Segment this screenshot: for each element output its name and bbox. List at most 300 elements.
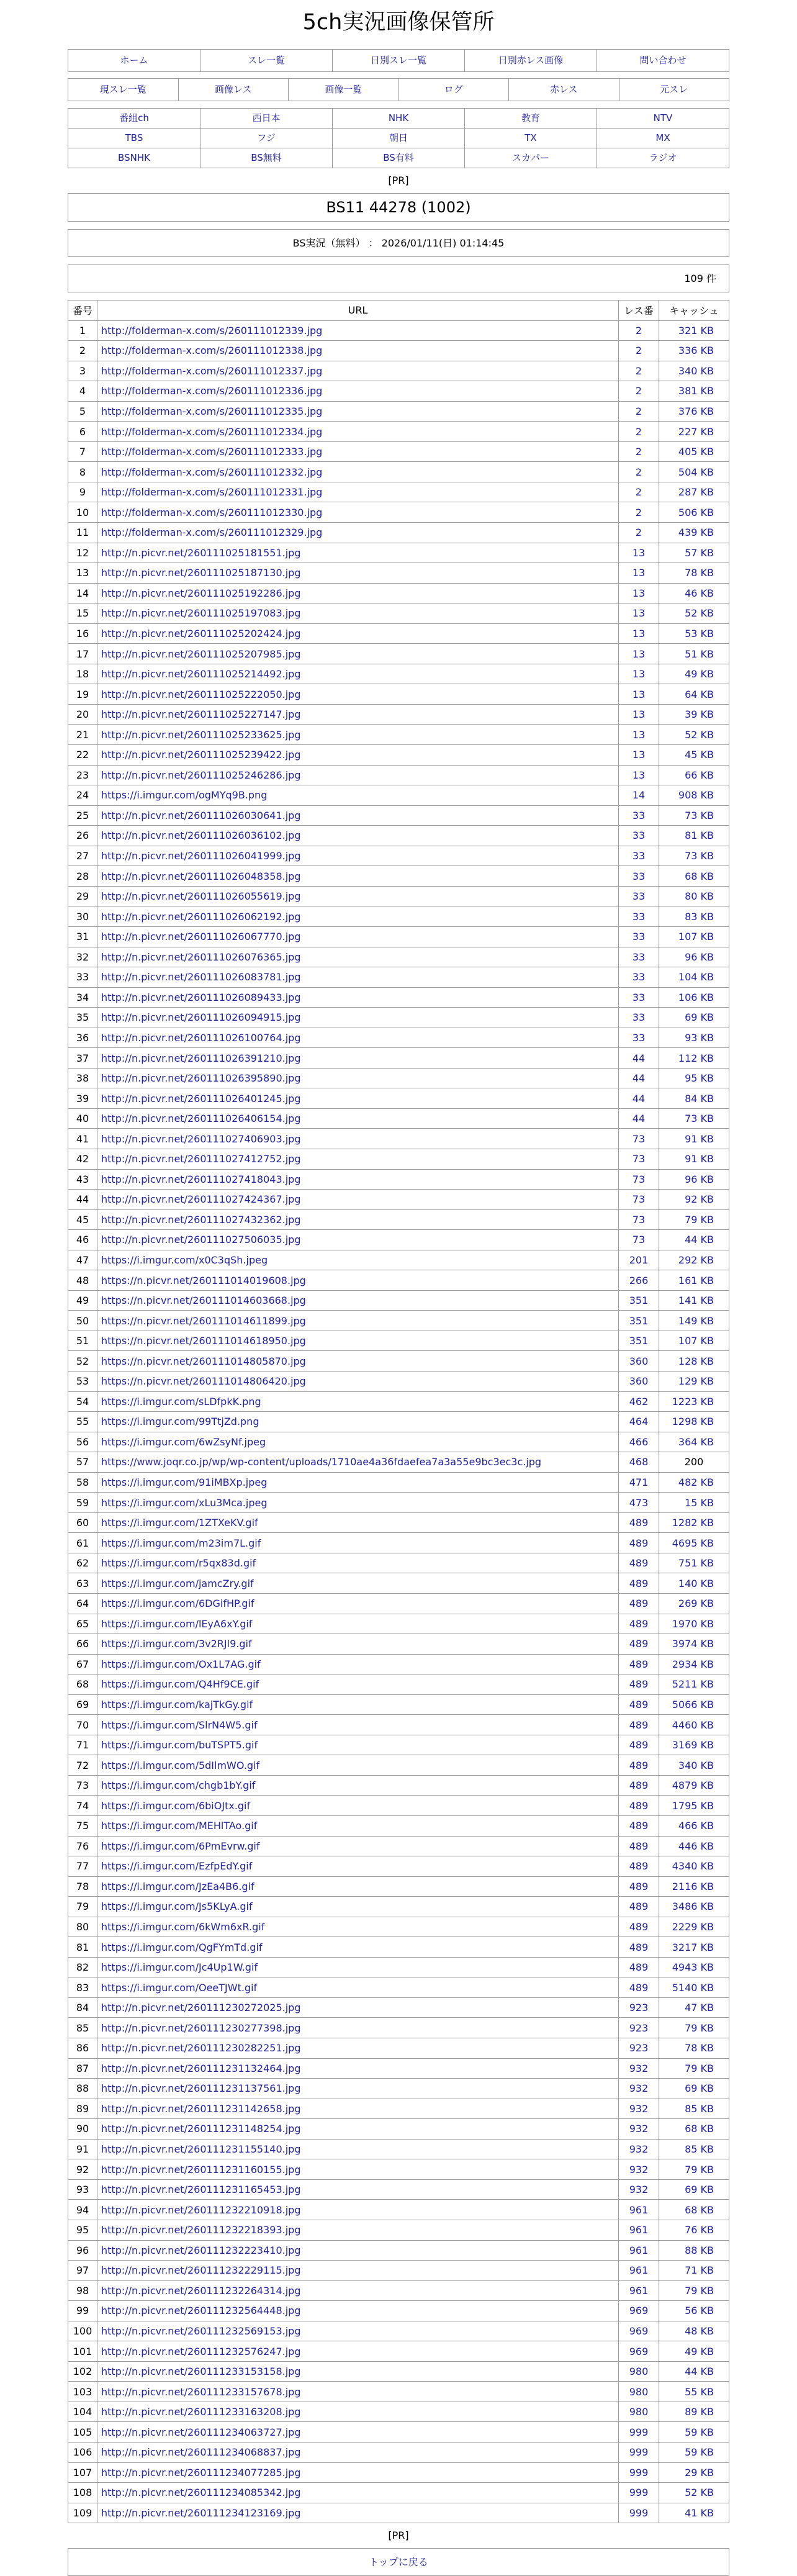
res-number-link[interactable]: 489 [619, 1715, 659, 1735]
image-url-link[interactable]: http://n.picvr.net/260111025239422.jpg [101, 749, 301, 761]
res-number-link[interactable]: 201 [619, 1250, 659, 1270]
image-url-link[interactable]: http://n.picvr.net/260111233157678.jpg [101, 2385, 301, 2398]
cache-size[interactable]: 141 KB [659, 1290, 729, 1311]
cache-size[interactable]: 908 KB [659, 785, 729, 806]
image-url-link[interactable]: https://i.imgur.com/MEHlTAo.gif [101, 1820, 258, 1832]
res-number-link[interactable]: 961 [619, 2280, 659, 2301]
res-number-link[interactable]: 360 [619, 1351, 659, 1372]
res-number-link[interactable]: 13 [619, 725, 659, 745]
cache-size[interactable]: 336 KB [659, 341, 729, 361]
image-url-link[interactable]: https://i.imgur.com/6DGifHP.gif [101, 1598, 254, 1610]
res-number-link[interactable]: 489 [619, 1634, 659, 1655]
cache-size[interactable]: 79 KB [659, 2058, 729, 2079]
res-number-link[interactable]: 980 [619, 2361, 659, 2382]
image-url-link[interactable]: https://n.picvr.net/260111014611899.jpg [101, 1314, 306, 1327]
res-number-link[interactable]: 932 [619, 2179, 659, 2200]
image-url-link[interactable]: http://n.picvr.net/260111026036102.jpg [101, 829, 301, 842]
image-url-link[interactable]: https://n.picvr.net/260111014805870.jpg [101, 1355, 306, 1367]
res-number-link[interactable]: 489 [619, 1755, 659, 1776]
res-number-link[interactable]: 923 [619, 2038, 659, 2059]
image-url-link[interactable]: https://i.imgur.com/OeeTJWt.gif [101, 1981, 258, 1994]
res-number-link[interactable]: 73 [619, 1190, 659, 1210]
cache-size[interactable]: 321 KB [659, 320, 729, 341]
res-number-link[interactable]: 969 [619, 2321, 659, 2341]
image-url-link[interactable]: http://n.picvr.net/260111231132464.jpg [101, 2062, 301, 2074]
image-url-link[interactable]: http://n.picvr.net/260111026391210.jpg [101, 1052, 301, 1064]
cache-size[interactable]: 5140 KB [659, 1977, 729, 1998]
res-number-link[interactable]: 969 [619, 2301, 659, 2321]
channel-link[interactable]: 教育 [465, 109, 597, 129]
image-url-link[interactable]: http://n.picvr.net/260111025192286.jpg [101, 587, 301, 599]
cache-size[interactable]: 128 KB [659, 1351, 729, 1372]
nav-contact[interactable]: 問い合わせ [597, 50, 729, 72]
image-url-link[interactable]: https://i.imgur.com/1ZTXeKV.gif [101, 1517, 258, 1529]
res-number-link[interactable]: 44 [619, 1108, 659, 1129]
res-number-link[interactable]: 2 [619, 462, 659, 482]
cache-size[interactable]: 79 KB [659, 2018, 729, 2038]
res-number-link[interactable]: 266 [619, 1270, 659, 1291]
cache-size[interactable]: 106 KB [659, 987, 729, 1008]
image-url-link[interactable]: http://n.picvr.net/260111025181551.jpg [101, 546, 301, 559]
cache-size[interactable]: 466 KB [659, 1816, 729, 1837]
res-number-link[interactable]: 489 [619, 1614, 659, 1634]
res-number-link[interactable]: 13 [619, 543, 659, 563]
image-url-link[interactable]: http://n.picvr.net/260111026048358.jpg [101, 870, 301, 882]
cache-size[interactable]: 1795 KB [659, 1796, 729, 1816]
cache-size[interactable]: 1298 KB [659, 1412, 729, 1432]
cache-size[interactable]: 85 KB [659, 2139, 729, 2159]
cache-size[interactable]: 69 KB [659, 1008, 729, 1028]
cache-size[interactable]: 39 KB [659, 704, 729, 725]
res-number-link[interactable]: 13 [619, 684, 659, 705]
image-url-link[interactable]: https://i.imgur.com/Jc4Up1W.gif [101, 1961, 258, 1974]
cache-size[interactable]: 81 KB [659, 826, 729, 846]
res-number-link[interactable]: 73 [619, 1209, 659, 1230]
res-number-link[interactable]: 961 [619, 2220, 659, 2240]
image-url-link[interactable]: http://n.picvr.net/260111231137561.jpg [101, 2082, 301, 2095]
cache-size[interactable]: 439 KB [659, 523, 729, 543]
image-url-link[interactable]: http://n.picvr.net/260111025187130.jpg [101, 567, 301, 579]
image-url-link[interactable]: http://n.picvr.net/260111234068837.jpg [101, 2446, 301, 2459]
cache-size[interactable]: 79 KB [659, 1209, 729, 1230]
cache-size[interactable]: 76 KB [659, 2220, 729, 2240]
image-url-link[interactable]: http://n.picvr.net/260111026094915.jpg [101, 1011, 301, 1024]
cache-size[interactable]: 3217 KB [659, 1937, 729, 1958]
cache-size[interactable]: 55 KB [659, 2382, 729, 2402]
cache-size[interactable]: 381 KB [659, 381, 729, 402]
image-url-link[interactable]: http://n.picvr.net/260111025197083.jpg [101, 607, 301, 620]
image-url-link[interactable]: https://i.imgur.com/6biOJtx.gif [101, 1799, 251, 1812]
image-url-link[interactable]: http://n.picvr.net/260111233163208.jpg [101, 2406, 301, 2418]
image-url-link[interactable]: https://i.imgur.com/6PmEvrw.gif [101, 1840, 260, 1852]
res-number-link[interactable]: 351 [619, 1331, 659, 1351]
cache-size[interactable]: 107 KB [659, 926, 729, 947]
res-number-link[interactable]: 932 [619, 2119, 659, 2140]
res-number-link[interactable]: 2 [619, 341, 659, 361]
image-url-link[interactable]: http://n.picvr.net/260111232564448.jpg [101, 2305, 301, 2317]
cache-size[interactable]: 45 KB [659, 745, 729, 766]
res-number-link[interactable]: 489 [619, 1796, 659, 1816]
res-number-link[interactable]: 33 [619, 906, 659, 927]
channel-link[interactable]: スカパー [465, 148, 597, 168]
image-url-link[interactable]: http://n.picvr.net/260111025233625.jpg [101, 728, 301, 741]
res-number-link[interactable]: 489 [619, 1654, 659, 1674]
nav-daily-red-images[interactable]: 日別赤レス画像 [465, 50, 597, 72]
res-number-link[interactable]: 33 [619, 805, 659, 826]
cache-size[interactable]: 52 KB [659, 2483, 729, 2503]
cache-size[interactable]: 140 KB [659, 1573, 729, 1594]
cache-size[interactable]: 80 KB [659, 886, 729, 906]
image-url-link[interactable]: https://i.imgur.com/xLu3Mca.jpeg [101, 1496, 268, 1509]
image-url-link[interactable]: http://n.picvr.net/260111234085342.jpg [101, 2487, 301, 2499]
cache-size[interactable]: 66 KB [659, 765, 729, 785]
image-url-link[interactable]: https://i.imgur.com/5dIlmWO.gif [101, 1759, 260, 1771]
cache-size[interactable]: 4879 KB [659, 1775, 729, 1796]
nav-red-res[interactable]: 赤レス [509, 79, 619, 101]
res-number-link[interactable]: 932 [619, 2079, 659, 2099]
res-number-link[interactable]: 489 [619, 1977, 659, 1998]
channel-link[interactable]: BS無料 [200, 148, 333, 168]
image-url-link[interactable]: http://n.picvr.net/260111026055619.jpg [101, 890, 301, 903]
cache-size[interactable]: 161 KB [659, 1270, 729, 1291]
cache-size[interactable]: 83 KB [659, 906, 729, 927]
cache-size[interactable]: 48 KB [659, 2321, 729, 2341]
res-number-link[interactable]: 13 [619, 623, 659, 644]
res-number-link[interactable]: 33 [619, 886, 659, 906]
res-number-link[interactable]: 489 [619, 1836, 659, 1856]
res-number-link[interactable]: 33 [619, 866, 659, 887]
image-url-link[interactable]: https://i.imgur.com/91iMBXp.jpeg [101, 1476, 268, 1488]
image-url-link[interactable]: http://n.picvr.net/260111025202424.jpg [101, 628, 301, 640]
cache-size[interactable]: 2934 KB [659, 1654, 729, 1674]
image-url-link[interactable]: http://n.picvr.net/260111026406154.jpg [101, 1113, 301, 1125]
image-url-link[interactable]: https://i.imgur.com/Js5KLyA.gif [101, 1900, 253, 1913]
image-url-link[interactable]: http://folderman-x.com/s/260111012338.jpg [101, 345, 323, 357]
nav-thread-list[interactable]: スレ一覧 [200, 50, 333, 72]
cache-size[interactable]: 91 KB [659, 1149, 729, 1169]
cache-size[interactable]: 1282 KB [659, 1512, 729, 1533]
res-number-link[interactable]: 489 [619, 1594, 659, 1614]
channel-link[interactable]: BS有料 [333, 148, 465, 168]
cache-size[interactable]: 2116 KB [659, 1876, 729, 1897]
cache-size[interactable]: 292 KB [659, 1250, 729, 1270]
res-number-link[interactable]: 489 [619, 1553, 659, 1573]
cache-size[interactable]: 4695 KB [659, 1533, 729, 1553]
image-url-link[interactable]: https://i.imgur.com/sLDfpkK.png [101, 1395, 261, 1408]
cache-size[interactable]: 59 KB [659, 2442, 729, 2462]
cache-size[interactable]: 3486 KB [659, 1897, 729, 1917]
res-number-link[interactable]: 466 [619, 1432, 659, 1452]
channel-link[interactable]: MX [597, 129, 729, 148]
cache-size[interactable]: 3974 KB [659, 1634, 729, 1655]
image-url-link[interactable]: http://n.picvr.net/260111234063727.jpg [101, 2426, 301, 2438]
image-url-link[interactable]: http://n.picvr.net/260111232210918.jpg [101, 2203, 301, 2216]
cache-size[interactable]: 79 KB [659, 2280, 729, 2301]
cache-size[interactable]: 364 KB [659, 1432, 729, 1452]
res-number-link[interactable]: 489 [619, 1856, 659, 1877]
image-url-link[interactable]: https://i.imgur.com/Q4Hf9CE.gif [101, 1678, 259, 1691]
res-number-link[interactable]: 2 [619, 401, 659, 422]
nav-log[interactable]: ログ [399, 79, 510, 101]
res-number-link[interactable]: 14 [619, 785, 659, 806]
channel-link[interactable]: BSNHK [68, 148, 200, 168]
cache-size[interactable]: 49 KB [659, 2341, 729, 2362]
res-number-link[interactable]: 980 [619, 2402, 659, 2422]
image-url-link[interactable]: http://n.picvr.net/260111026395890.jpg [101, 1072, 301, 1085]
image-url-link[interactable]: http://n.picvr.net/260111231155140.jpg [101, 2143, 301, 2156]
image-url-link[interactable]: https://i.imgur.com/lEyA6xY.gif [101, 1617, 253, 1630]
res-number-link[interactable]: 13 [619, 563, 659, 584]
res-number-link[interactable]: 471 [619, 1472, 659, 1493]
cache-size[interactable]: 340 KB [659, 361, 729, 381]
cache-size[interactable]: 1223 KB [659, 1391, 729, 1412]
cache-size[interactable]: 446 KB [659, 1836, 729, 1856]
image-url-link[interactable]: http://folderman-x.com/s/260111012336.jpg [101, 385, 323, 397]
image-url-link[interactable]: http://n.picvr.net/260111027418043.jpg [101, 1173, 301, 1185]
image-url-link[interactable]: http://n.picvr.net/260111027424367.jpg [101, 1193, 301, 1206]
res-number-link[interactable]: 13 [619, 664, 659, 684]
image-url-link[interactable]: http://n.picvr.net/260111232229115.jpg [101, 2264, 301, 2277]
res-number-link[interactable]: 44 [619, 1068, 659, 1088]
cache-size[interactable]: 88 KB [659, 2240, 729, 2261]
channel-link[interactable]: TX [465, 129, 597, 148]
channel-link[interactable]: NTV [597, 109, 729, 129]
cache-size[interactable]: 269 KB [659, 1594, 729, 1614]
image-url-link[interactable]: https://n.picvr.net/260111014019608.jpg [101, 1274, 306, 1286]
image-url-link[interactable]: http://folderman-x.com/s/260111012331.jpg [101, 486, 323, 499]
res-number-link[interactable]: 2 [619, 361, 659, 381]
image-url-link[interactable]: http://n.picvr.net/260111230282251.jpg [101, 2042, 301, 2054]
back-to-top-link[interactable]: トップに戻る [68, 2548, 729, 2576]
cache-size[interactable]: 59 KB [659, 2422, 729, 2443]
res-number-link[interactable]: 489 [619, 1816, 659, 1837]
res-number-link[interactable]: 489 [619, 1735, 659, 1755]
cache-size[interactable]: 112 KB [659, 1048, 729, 1069]
image-url-link[interactable]: https://n.picvr.net/260111014806420.jpg [101, 1375, 306, 1388]
res-number-link[interactable]: 2 [619, 422, 659, 442]
res-number-link[interactable]: 489 [619, 1957, 659, 1977]
cache-size[interactable]: 46 KB [659, 583, 729, 603]
cache-size[interactable]: 64 KB [659, 684, 729, 705]
cache-size[interactable]: 287 KB [659, 482, 729, 502]
image-url-link[interactable]: http://n.picvr.net/260111025222050.jpg [101, 688, 301, 700]
image-url-link[interactable]: https://i.imgur.com/SlrN4W5.gif [101, 1719, 258, 1731]
image-url-link[interactable]: https://n.picvr.net/260111014618950.jpg [101, 1335, 306, 1347]
image-url-link[interactable]: http://n.picvr.net/260111026100764.jpg [101, 1031, 301, 1044]
cache-size[interactable]: 68 KB [659, 2119, 729, 2140]
cache-size[interactable]: 2229 KB [659, 1917, 729, 1937]
image-url-link[interactable]: http://n.picvr.net/260111231148254.jpg [101, 2123, 301, 2135]
cache-size[interactable]: 73 KB [659, 846, 729, 866]
cache-size[interactable]: 56 KB [659, 2301, 729, 2321]
res-number-link[interactable]: 73 [619, 1230, 659, 1250]
res-number-link[interactable]: 999 [619, 2503, 659, 2523]
nav-image-list[interactable]: 画像一覧 [289, 79, 399, 101]
image-url-link[interactable]: http://n.picvr.net/260111233153158.jpg [101, 2366, 301, 2378]
cache-size[interactable]: 89 KB [659, 2402, 729, 2422]
cache-size[interactable]: 49 KB [659, 664, 729, 684]
image-url-link[interactable]: http://n.picvr.net/260111026089433.jpg [101, 991, 301, 1003]
res-number-link[interactable]: 33 [619, 1008, 659, 1028]
res-number-link[interactable]: 489 [619, 1897, 659, 1917]
res-number-link[interactable]: 13 [619, 704, 659, 725]
res-number-link[interactable]: 462 [619, 1391, 659, 1412]
cache-size[interactable]: 340 KB [659, 1755, 729, 1776]
channel-link[interactable]: フジ [200, 129, 333, 148]
cache-size[interactable]: 68 KB [659, 866, 729, 887]
cache-size[interactable]: 73 KB [659, 805, 729, 826]
cache-size[interactable]: 95 KB [659, 1068, 729, 1088]
res-number-link[interactable]: 2 [619, 482, 659, 502]
image-url-link[interactable]: https://i.imgur.com/kajTkGy.gif [101, 1699, 253, 1711]
image-url-link[interactable]: http://n.picvr.net/260111026041999.jpg [101, 850, 301, 862]
res-number-link[interactable]: 33 [619, 826, 659, 846]
image-url-link[interactable]: http://folderman-x.com/s/260111012337.jpg [101, 364, 323, 377]
res-number-link[interactable]: 33 [619, 846, 659, 866]
image-url-link[interactable]: http://n.picvr.net/260111234077285.jpg [101, 2466, 301, 2479]
cache-size[interactable]: 69 KB [659, 2079, 729, 2099]
image-url-link[interactable]: https://i.imgur.com/x0C3qSh.jpeg [101, 1254, 268, 1266]
image-url-link[interactable]: http://n.picvr.net/260111231165453.jpg [101, 2184, 301, 2196]
image-url-link[interactable]: http://folderman-x.com/s/260111012335.jpg [101, 405, 323, 417]
channel-link[interactable]: 番組ch [68, 109, 200, 129]
nav-current-threads[interactable]: 現スレ一覧 [68, 79, 179, 101]
image-url-link[interactable]: http://n.picvr.net/260111027432362.jpg [101, 1213, 301, 1226]
image-url-link[interactable]: http://folderman-x.com/s/260111012334.jpg [101, 425, 323, 438]
image-url-link[interactable]: http://folderman-x.com/s/260111012329.jpg [101, 526, 323, 539]
image-url-link[interactable]: https://i.imgur.com/buTSPT5.gif [101, 1739, 258, 1751]
image-url-link[interactable]: https://i.imgur.com/m23im7L.gif [101, 1537, 261, 1549]
res-number-link[interactable]: 33 [619, 947, 659, 967]
cache-size[interactable]: 506 KB [659, 502, 729, 523]
res-number-link[interactable]: 489 [619, 1674, 659, 1695]
image-url-link[interactable]: http://n.picvr.net/260111026067770.jpg [101, 931, 301, 943]
image-url-link[interactable]: http://n.picvr.net/260111025214492.jpg [101, 668, 301, 680]
image-url-link[interactable]: https://i.imgur.com/3v2RJl9.gif [101, 1638, 252, 1650]
res-number-link[interactable]: 932 [619, 2099, 659, 2119]
image-url-link[interactable]: http://folderman-x.com/s/260111012339.jpg [101, 324, 323, 337]
res-number-link[interactable]: 464 [619, 1412, 659, 1432]
image-url-link[interactable]: http://n.picvr.net/260111232264314.jpg [101, 2284, 301, 2297]
image-url-link[interactable]: https://i.imgur.com/jamcZry.gif [101, 1577, 254, 1589]
cache-size[interactable]: 44 KB [659, 2361, 729, 2382]
cache-size[interactable]: 92 KB [659, 1190, 729, 1210]
res-number-link[interactable]: 961 [619, 2261, 659, 2281]
cache-size[interactable]: 751 KB [659, 1553, 729, 1573]
image-url-link[interactable]: http://n.picvr.net/260111232223410.jpg [101, 2244, 301, 2256]
cache-size[interactable]: 78 KB [659, 2038, 729, 2059]
cache-size[interactable]: 96 KB [659, 947, 729, 967]
cache-size[interactable]: 68 KB [659, 2200, 729, 2220]
cache-size[interactable]: 104 KB [659, 967, 729, 988]
nav-home[interactable]: ホーム [68, 50, 200, 72]
cache-size[interactable]: 52 KB [659, 725, 729, 745]
res-number-link[interactable]: 13 [619, 745, 659, 766]
res-number-link[interactable]: 2 [619, 320, 659, 341]
cache-size[interactable]: 504 KB [659, 462, 729, 482]
nav-original-thread[interactable]: 元スレ [619, 79, 730, 101]
res-number-link[interactable]: 33 [619, 926, 659, 947]
cache-size[interactable]: 482 KB [659, 1472, 729, 1493]
res-number-link[interactable]: 489 [619, 1512, 659, 1533]
cache-size[interactable]: 47 KB [659, 1997, 729, 2018]
cache-size[interactable]: 4340 KB [659, 1856, 729, 1877]
image-url-link[interactable]: http://n.picvr.net/260111026076365.jpg [101, 951, 301, 963]
res-number-link[interactable]: 33 [619, 967, 659, 988]
nav-daily-threads[interactable]: 日別スレ一覧 [333, 50, 465, 72]
res-number-link[interactable]: 489 [619, 1533, 659, 1553]
cache-size[interactable]: 107 KB [659, 1331, 729, 1351]
res-number-link[interactable]: 932 [619, 2139, 659, 2159]
cache-size[interactable]: 91 KB [659, 1129, 729, 1149]
image-url-link[interactable]: http://n.picvr.net/260111230272025.jpg [101, 2002, 301, 2014]
cache-size[interactable]: 376 KB [659, 401, 729, 422]
res-number-link[interactable]: 2 [619, 523, 659, 543]
cache-size[interactable]: 129 KB [659, 1371, 729, 1391]
res-number-link[interactable]: 2 [619, 381, 659, 402]
image-url-link[interactable]: http://n.picvr.net/260111026030641.jpg [101, 809, 301, 821]
res-number-link[interactable]: 999 [619, 2422, 659, 2443]
image-url-link[interactable]: https://i.imgur.com/ogMYq9B.png [101, 789, 268, 802]
res-number-link[interactable]: 468 [619, 1452, 659, 1473]
image-url-link[interactable]: http://folderman-x.com/s/260111012332.jpg [101, 466, 323, 478]
cache-size[interactable]: 57 KB [659, 543, 729, 563]
image-url-link[interactable]: https://i.imgur.com/6wZsyNf.jpeg [101, 1435, 266, 1448]
image-url-link[interactable]: http://n.picvr.net/260111231142658.jpg [101, 2102, 301, 2115]
res-number-link[interactable]: 489 [619, 1876, 659, 1897]
cache-size[interactable]: 5066 KB [659, 1694, 729, 1715]
res-number-link[interactable]: 13 [619, 644, 659, 664]
res-number-link[interactable]: 351 [619, 1290, 659, 1311]
image-url-link[interactable]: http://n.picvr.net/260111027506035.jpg [101, 1234, 301, 1246]
cache-size[interactable]: 149 KB [659, 1311, 729, 1331]
cache-size[interactable]: 227 KB [659, 422, 729, 442]
res-number-link[interactable]: 2 [619, 441, 659, 462]
res-number-link[interactable]: 489 [619, 1917, 659, 1937]
cache-size[interactable]: 78 KB [659, 563, 729, 584]
image-url-link[interactable]: https://i.imgur.com/chgb1bY.gif [101, 1779, 256, 1792]
channel-link[interactable]: 西日本 [200, 109, 333, 129]
cache-size[interactable]: 4460 KB [659, 1715, 729, 1735]
cache-size[interactable]: 51 KB [659, 644, 729, 664]
image-url-link[interactable]: http://n.picvr.net/260111234123169.jpg [101, 2506, 301, 2519]
cache-size[interactable]: 73 KB [659, 1108, 729, 1129]
res-number-link[interactable]: 73 [619, 1169, 659, 1190]
cache-size[interactable]: 85 KB [659, 2099, 729, 2119]
res-number-link[interactable]: 473 [619, 1493, 659, 1513]
res-number-link[interactable]: 44 [619, 1088, 659, 1109]
cache-size[interactable]: 44 KB [659, 1230, 729, 1250]
res-number-link[interactable]: 489 [619, 1937, 659, 1958]
image-url-link[interactable]: https://i.imgur.com/99TtjZd.png [101, 1416, 259, 1428]
image-url-link[interactable]: http://n.picvr.net/260111025207985.jpg [101, 648, 301, 660]
res-number-link[interactable]: 980 [619, 2382, 659, 2402]
res-number-link[interactable]: 961 [619, 2240, 659, 2261]
res-number-link[interactable]: 33 [619, 1028, 659, 1048]
res-number-link[interactable]: 73 [619, 1129, 659, 1149]
image-url-link[interactable]: https://i.imgur.com/JzEa4B6.gif [101, 1880, 254, 1892]
cache-size[interactable]: 29 KB [659, 2462, 729, 2483]
res-number-link[interactable]: 13 [619, 603, 659, 624]
res-number-link[interactable]: 351 [619, 1311, 659, 1331]
cache-size[interactable]: 52 KB [659, 603, 729, 624]
channel-link[interactable]: NHK [333, 109, 465, 129]
image-url-link[interactable]: https://i.imgur.com/6kWm6xR.gif [101, 1921, 265, 1933]
cache-size[interactable]: 41 KB [659, 2503, 729, 2523]
cache-size[interactable]: 84 KB [659, 1088, 729, 1109]
image-url-link[interactable]: http://n.picvr.net/260111025246286.jpg [101, 769, 301, 781]
res-number-link[interactable]: 923 [619, 2018, 659, 2038]
